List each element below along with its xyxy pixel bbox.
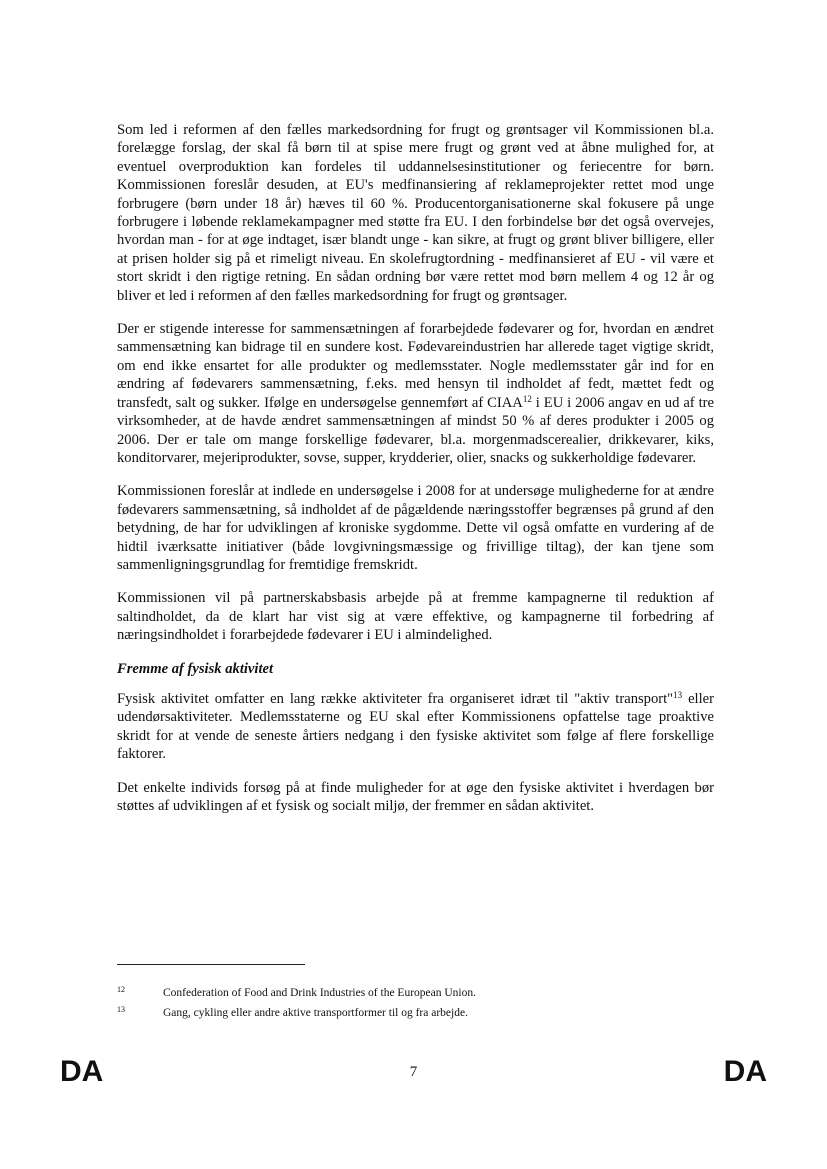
paragraph-physical-activity <box>117 690 714 764</box>
paragraph-text: Der er stigende interesse for sammensætningen af forarbejdede fødevarer og for, hvordan en ændret sammensætning kan bidrage til en sundere kost. Fødevareindustrien har allerede taget vigtige skridt, om end ikke ensartet for alle produkter og medlemsstater. Nogle medlemsstater går ind for en ændring af fødevarers sammensætning, f.eks. med hensyn til indholdet af fedt, mættet fedt og transfedt, salt og sukker. Ifølge en undersøgelse gennemført af CIAA <box>117 321 714 411</box>
footnote-text: Gang, cykling eller andre aktive transportformer til og fra arbejde. <box>163 1007 468 1019</box>
footnote-number: 13 <box>117 1005 125 1014</box>
language-code-right: DA <box>723 1055 767 1088</box>
paragraph-fruit-scheme: Som led i reformen af den fælles markedsordning for frugt og grøntsager vil Kommissionen bl.a. forelægge forslag, der skal få børn til at spise mere frugt og grønt ved at åbne mulighed for, at eventuel overproduktion kan fordeles til uddannelsesinstitutioner og feriecentre for børn. Kommissionen foreslår desuden, at EU's medfinansiering af reklameprojekter rettet mod unge forbrugere (børn under 18 år) hæves til 60 %. Producentorganisationerne skal fokusere på unge forbrugere i løbende reklamekampagner med støtte fra EU. I den forbindelse bør det også overvejes, hvordan man - for at øge indtaget, især blandt unge - kan sikre, at frugt og grønt bliver billigere, eller at prisen holder sig på et rimeligt niveau. En skolefrugtordning - medfinansieret af EU - vil være et stort skridt i den rigtige retning. En sådan ordning bør være rettet mod børn mellem 4 og 12 år og bliver et led i reformen af den fælles markedsordning for frugt og grøntsager. <box>117 122 714 304</box>
paragraph-individual-efforts: Det enkelte individs forsøg på at finde muligheder for at øge den fysiske aktivitet i hverdagen bør støttes af udviklingen af et fysisk og socialt miljø, der fremmer en sådan aktivitet. <box>117 779 714 814</box>
page-number: 7 <box>409 1064 418 1080</box>
footnote-ref-13[interactable]: 13 <box>673 689 683 700</box>
paragraph-salt-campaigns: Kommissionen vil på partnerskabsbasis arbejde på at fremme kampagnerne til reduktion af saltindholdet, da de klart har vist sig at være effektive, og kampagnerne til forbedring af næringsindholdet i forarbejdede fødevarer i EU i almindelighed. <box>117 590 714 644</box>
footnote-ref-12[interactable]: 12 <box>522 393 532 404</box>
paragraph-text: eller udendørsaktiviteter. Medlemsstaterne og EU skal efter Kommissionens opfattelse tage proaktive skridt for at vende de seneste årtiers nedgang i den fysiske aktivitet som følge af flere forskellige faktorer. <box>117 690 715 763</box>
footnote-12 <box>117 983 717 1000</box>
paragraph-text: Fysisk aktivitet omfatter en lang række aktiviteter fra organiseret idræt til "aktiv transport" <box>117 690 674 707</box>
footnote-separator <box>117 964 305 965</box>
document-body <box>117 121 714 830</box>
section-heading: Fremme af fysisk aktivitet <box>117 660 274 677</box>
language-code-left: DA <box>60 1055 104 1088</box>
footnote-number: 12 <box>117 985 125 994</box>
paragraph-text: i EU i 2006 angav en ud af tre virksomheder, at de havde ændret sammensætningen af mindst 50 % af deres produkter i 2005 og 2006. Der er tale om mange forskellige fødevarer, bl.a. morgenmadscerealier, drikkevarer, kiks, konditorvarer, mejeriprodukter, sovse, supper, krydderier, olier, snacks og sukkerholdige fødevarer. <box>117 394 714 466</box>
paragraph-study-2008: Kommissionen foreslår at indlede en undersøgelse i 2008 for at undersøge mulighederne for at ændre fødevarers sammensætning, så indholdet af de pågældende næringsstoffer begrænses på grund af den betydning, de har for udviklingen af kroniske sygdomme. Dette vil også omfatte en vurdering af de hidtil iværksatte initiativer (både lovgivningsmæssige og frivillige tiltag), der kan tjene som sammenligningsgrundlag for fremtidige fremskridt. <box>117 483 714 573</box>
footnote-text: Confederation of Food and Drink Industries of the European Union. <box>163 987 476 999</box>
paragraph-food-composition <box>117 320 714 467</box>
footnote-13 <box>117 1003 717 1020</box>
